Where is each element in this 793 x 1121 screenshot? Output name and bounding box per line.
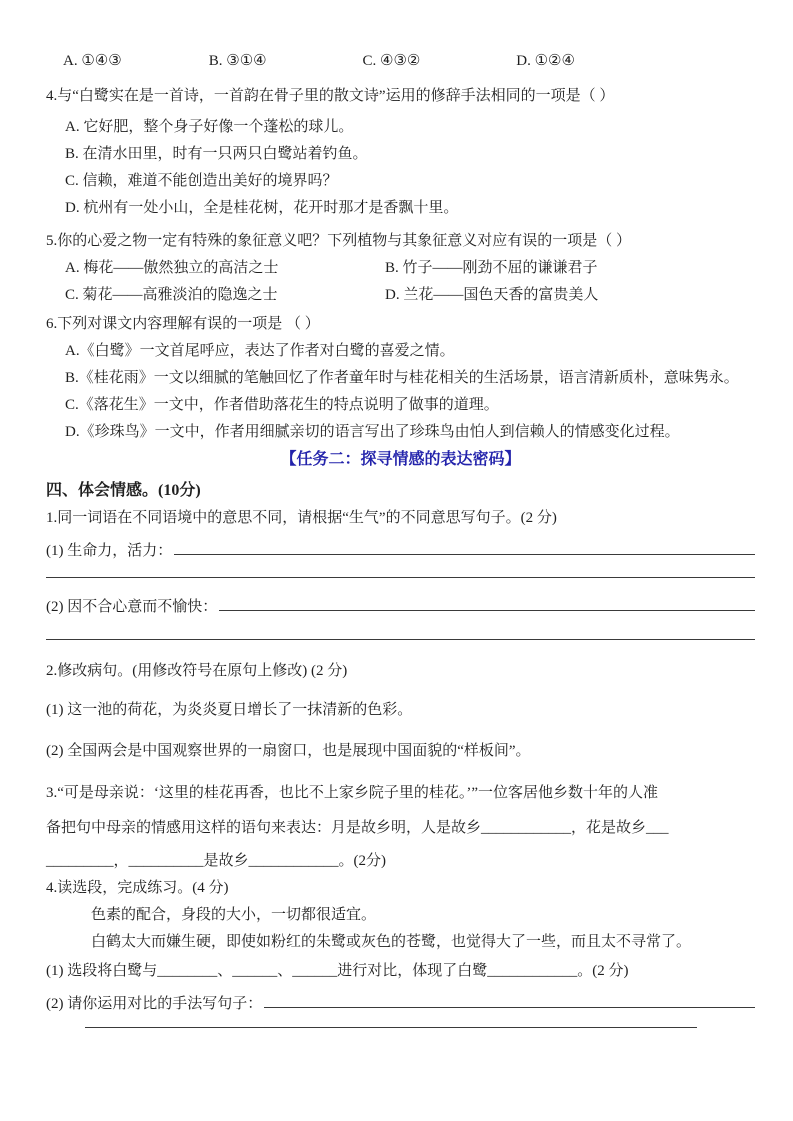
question-5-option-c: C. 菊花——高雅淡泊的隐逸之士 xyxy=(65,287,278,303)
section4-q4-stem: 4.读选段，完成练习。(4 分) xyxy=(46,880,229,896)
section4-q2-stem: 2.修改病句。(用修改符号在原句上修改) (2 分) xyxy=(46,663,348,679)
section4-q2-item1: (1) 这一池的荷花，为炎炎夏日增长了一抹清新的色彩。 xyxy=(46,702,413,718)
section4-q4-item2-line xyxy=(264,989,755,1008)
section4-q3-line3: _________，__________是故乡____________。(2分) xyxy=(46,853,386,869)
section4-q1-blank1-label: (1) 生命力，活力： xyxy=(46,543,173,559)
question-6-stem: 6.下列对课文内容理解有误的一项是 （ ） xyxy=(46,316,320,332)
option-a-circled: A. ①④③ xyxy=(63,53,122,69)
section4-q1-blank2-line xyxy=(219,592,755,611)
section4-q1-answer-line-2 xyxy=(46,621,755,640)
section4-q1-blank2 xyxy=(46,592,755,621)
question-5-option-a: A. 梅花——傲然独立的高洁之士 xyxy=(65,260,279,276)
task-two-banner: 【任务二：探寻情感的表达密码】 xyxy=(280,451,521,468)
option-c-circled: C. ④③② xyxy=(362,53,421,69)
question-4-stem: 4.与“白鹭实在是一首诗，一首韵在骨子里的散文诗”运用的修辞手法相同的一项是（ ） xyxy=(46,88,615,104)
question-4-option-d: D. 杭州有一处小山，全是桂花树，花开时那才是香飘十里。 xyxy=(65,200,459,216)
question-5-stem: 5.你的心爱之物一定有特殊的象征意义吧？下列植物与其象征意义对应有误的一项是（ ） xyxy=(46,233,632,249)
section4-q2-item2: (2) 全国两会是中国观察世界的一扇窗口，也是展现中国面貌的“样板间”。 xyxy=(46,743,531,759)
option-d-circled: D. ①②④ xyxy=(516,53,575,69)
section4-q1-blank1-line xyxy=(174,536,755,555)
question-6-option-d: D.《珍珠鸟》一文中，作者用细腻亲切的语言写出了珍珠鸟由怕人到信赖人的情感变化过程。 xyxy=(65,424,680,440)
section4-q4-item2-label: (2) 请你运用对比的手法写句子： xyxy=(46,996,263,1012)
question-6-option-a: A.《白鹭》一文首尾呼应，表达了作者对白鹭的喜爱之情。 xyxy=(65,343,455,359)
question-5-options xyxy=(65,255,755,309)
question-4-option-b: B. 在清水田里，时有一只两只白鹭站着钓鱼。 xyxy=(65,146,368,162)
section4-q4-item2 xyxy=(46,989,755,1018)
question-6-option-b: B.《桂花雨》一文以细腻的笔触回忆了作者童年时与桂花相关的生活场景，语言清新质朴，意味隽永。 xyxy=(65,370,739,386)
section4-q1-blank2-label: (2) 因不合心意而不愉快： xyxy=(46,599,218,615)
section4-q4-passage1: 色素的配合，身段的大小，一切都很适宜。 xyxy=(91,907,377,923)
section4-q4-passage2: 白鹤太大而嫌生硬，即使如粉红的朱鹭或灰色的苍鹭，也觉得大了一些，而且太不寻常了。 xyxy=(91,934,692,950)
section4-q3-line2: 备把句中母亲的情感用这样的语句来表达：月是故乡明，人是故乡____________，花是故乡___ xyxy=(46,820,669,836)
question-4-option-a: A. 它好肥，整个身子好像一个蓬松的球儿。 xyxy=(65,119,354,135)
question-5-option-b: B. 竹子——刚劲不屈的谦谦君子 xyxy=(385,260,598,276)
section4-q4-answer-line xyxy=(85,1018,697,1028)
section-four-title: 四、体会情感。(10分) xyxy=(46,482,201,499)
section4-q1-stem: 1.同一词语在不同语境中的意思不同，请根据“生气”的不同意思写句子。(2 分) xyxy=(46,510,557,526)
option-b-circled: B. ③①④ xyxy=(208,53,267,69)
question-6-option-c: C.《落花生》一文中，作者借助落花生的特点说明了做事的道理。 xyxy=(65,397,499,413)
answer-options-row xyxy=(46,48,755,75)
section4-q3-line1: 3.“可是母亲说：‘这里的桂花再香，也比不上家乡院子里的桂花。’”一位客居他乡数十年的人准 xyxy=(46,785,659,801)
section4-q1-blank1 xyxy=(46,536,755,565)
question-5-option-d: D. 兰花——国色天香的富贵美人 xyxy=(385,287,599,303)
section4-q1-answer-line-1 xyxy=(46,565,755,578)
question-4-option-c: C. 信赖，难道不能创造出美好的境界吗？ xyxy=(65,173,338,189)
section4-q4-item1: (1) 选段将白鹭与________、______、______进行对比，体现了白鹭____________。(2 分) xyxy=(46,963,629,979)
